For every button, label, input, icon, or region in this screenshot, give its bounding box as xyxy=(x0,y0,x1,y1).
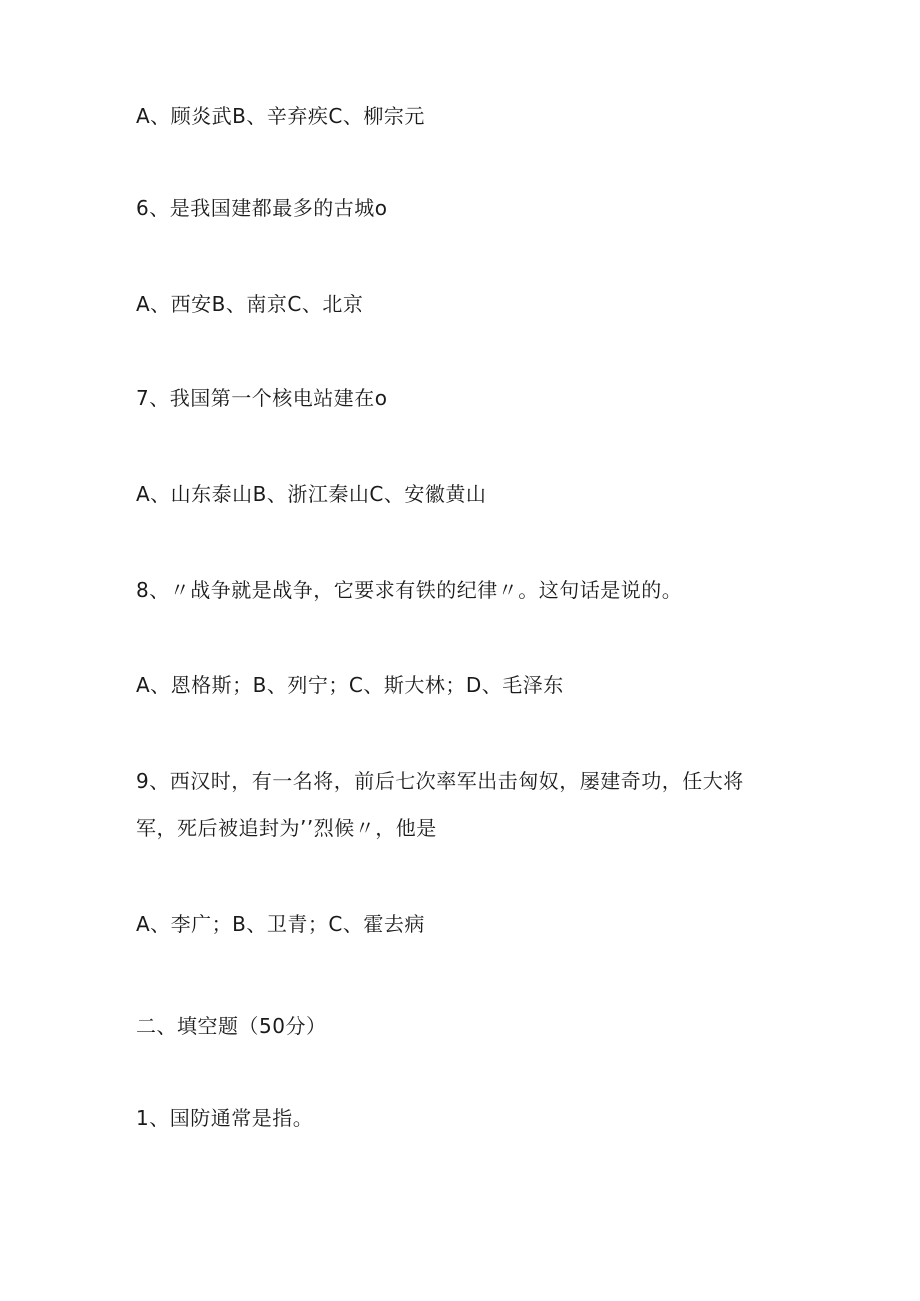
q7-options: A、山东泰山B、浙江秦山C、安徽黄山 xyxy=(136,482,487,506)
q6-question: 6、是我国建都最多的古城o xyxy=(136,196,388,220)
section-heading: 二、填空题（50分） xyxy=(136,1014,327,1038)
q8-question: 8、〃战争就是战争，它要求有铁的纪律〃。这句话是说的。 xyxy=(136,578,683,602)
q5-options: A、顾炎武B、辛弃疾C、柳宗元 xyxy=(136,104,425,128)
fill-q1-question: 1、国防通常是指。 xyxy=(136,1106,314,1130)
q8-options: A、恩格斯；B、列宁；C、斯大林；D、毛泽东 xyxy=(136,673,564,697)
q6-options: A、西安B、南京C、北京 xyxy=(136,292,364,316)
q7-question: 7、我国第一个核电站建在o xyxy=(136,386,388,410)
q9-question-line-1: 9、西汉时，有一名将，前后七次率军出击匈奴，屡建奇功，任大将 xyxy=(136,769,744,793)
q9-question-line-2: 军，死后被追封为’’烈候〃，他是 xyxy=(136,816,437,840)
q9-options: A、李广；B、卫青；C、霍去病 xyxy=(136,912,425,936)
